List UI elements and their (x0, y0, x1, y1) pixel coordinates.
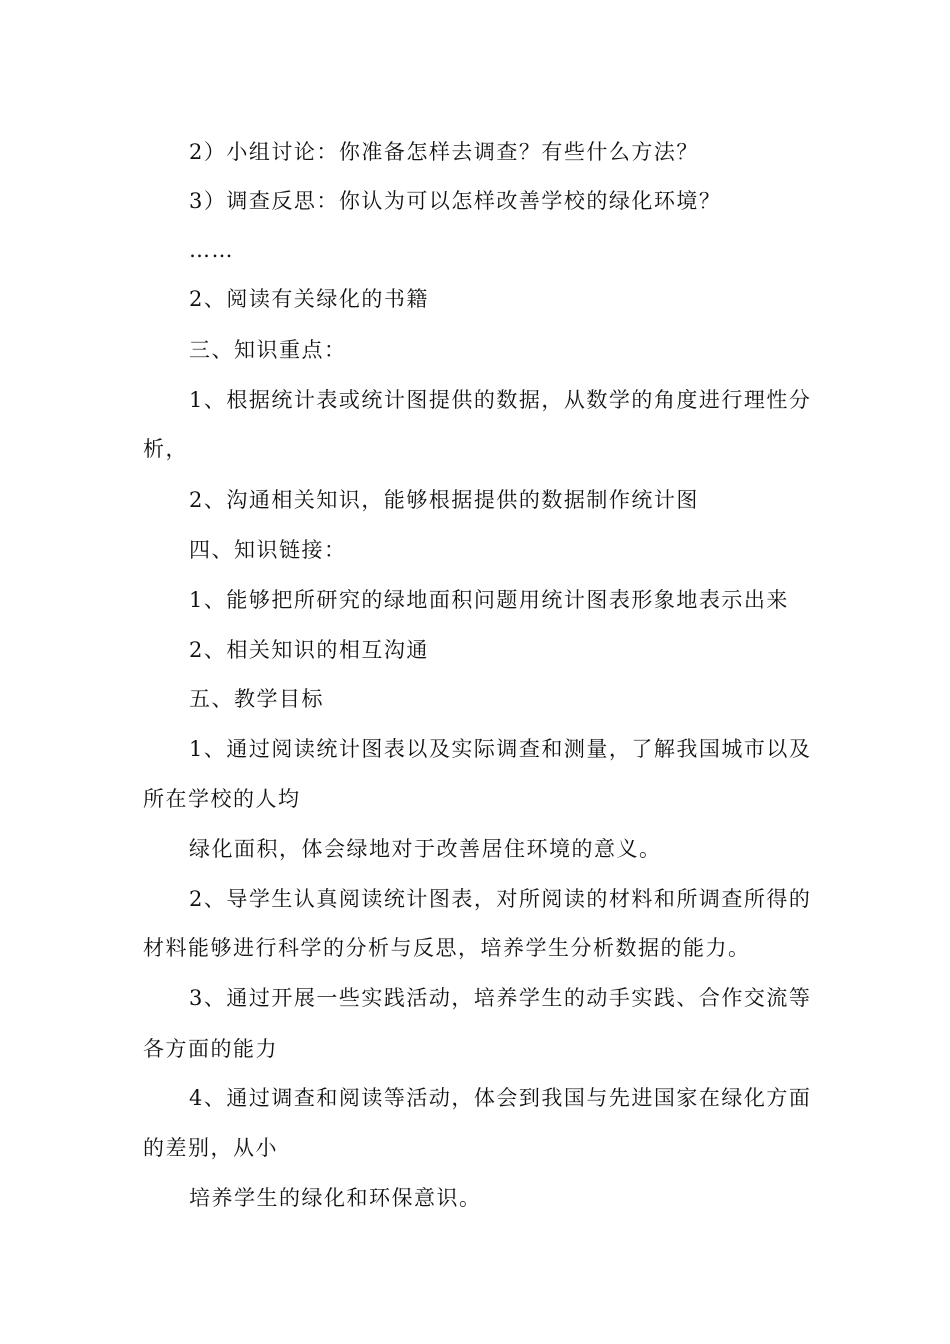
section-heading: 三、知识重点： (189, 338, 347, 362)
text-line: 3、通过开展一些实践活动，培养学生的动手实践、合作交流等 (189, 986, 812, 1010)
text-line: 所在学校的人均 (143, 787, 301, 811)
text-line: 2、相关知识的相互沟通 (189, 638, 429, 662)
text-line: 培养学生的绿化和环保意识。 (189, 1186, 482, 1210)
text-line: 3）调查反思：你认为可以怎样改善学校的绿化环境？ (189, 189, 722, 213)
text-line: 2、沟通相关知识，能够根据提供的数据制作统计图 (189, 488, 699, 512)
section-heading: 四、知识链接： (189, 538, 347, 562)
section-heading: 五、教学目标 (189, 687, 324, 711)
text-line: 材料能够进行科学的分析与反思，培养学生分析数据的能力。 (143, 936, 751, 960)
text-line: 2）小组讨论：你准备怎样去调查？有些什么方法？ (189, 140, 699, 164)
text-line: 绿化面积，体会绿地对于改善居住环境的意义。 (189, 837, 662, 861)
text-line: …… (189, 238, 234, 262)
text-line: 的差别，从小 (143, 1136, 278, 1160)
text-line: 2、阅读有关绿化的书籍 (189, 287, 429, 311)
text-line: 析， (143, 437, 188, 461)
text-line: 1、通过阅读统计图表以及实际调查和测量，了解我国城市以及 (189, 737, 812, 761)
text-line: 4、通过调查和阅读等活动，体会到我国与先进国家在绿化方面 (189, 1086, 812, 1110)
text-line: 1、根据统计表或统计图提供的数据，从数学的角度进行理性分 (189, 388, 812, 412)
text-line: 2、导学生认真阅读统计图表，对所阅读的材料和所调查所得的 (189, 887, 812, 911)
text-line: 各方面的能力 (143, 1037, 278, 1061)
text-line: 1、能够把所研究的绿地面积问题用统计图表形象地表示出来 (189, 588, 789, 612)
